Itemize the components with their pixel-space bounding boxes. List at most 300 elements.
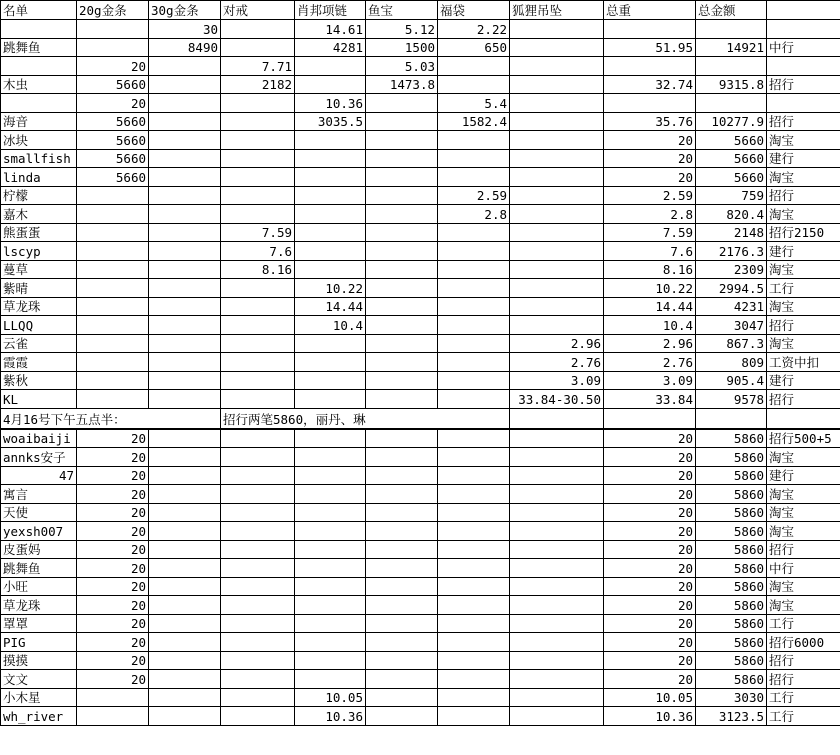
- value-cell[interactable]: [438, 429, 510, 448]
- value-cell[interactable]: 20: [77, 57, 149, 76]
- name-cell[interactable]: 草龙珠: [1, 297, 77, 316]
- value-cell[interactable]: 7.6: [221, 242, 295, 261]
- value-cell[interactable]: [510, 260, 604, 279]
- value-cell[interactable]: 5660: [77, 168, 149, 187]
- value-cell[interactable]: [221, 316, 295, 335]
- value-cell[interactable]: [149, 260, 221, 279]
- value-cell[interactable]: [221, 503, 295, 522]
- value-cell[interactable]: [149, 670, 221, 689]
- value-cell[interactable]: [149, 205, 221, 224]
- value-cell[interactable]: [149, 353, 221, 372]
- value-cell[interactable]: 5660: [77, 131, 149, 150]
- value-cell[interactable]: 5660: [696, 131, 767, 150]
- value-cell[interactable]: [510, 57, 604, 76]
- value-cell[interactable]: [366, 466, 438, 485]
- name-cell[interactable]: 海音: [1, 112, 77, 131]
- value-cell[interactable]: [510, 596, 604, 615]
- value-cell[interactable]: 820.4: [696, 205, 767, 224]
- value-cell[interactable]: 2176.3: [696, 242, 767, 261]
- value-cell[interactable]: 759: [696, 186, 767, 205]
- value-cell[interactable]: [221, 633, 295, 652]
- value-cell[interactable]: [221, 20, 295, 39]
- payment-cell[interactable]: 淘宝: [767, 485, 840, 504]
- value-cell[interactable]: [438, 168, 510, 187]
- payment-cell[interactable]: [767, 57, 840, 76]
- value-cell[interactable]: [696, 94, 767, 113]
- value-cell[interactable]: [295, 334, 366, 353]
- value-cell[interactable]: 20: [604, 540, 696, 559]
- value-cell[interactable]: [295, 429, 366, 448]
- value-cell[interactable]: [221, 112, 295, 131]
- value-cell[interactable]: 7.71: [221, 57, 295, 76]
- name-cell[interactable]: 罩罩: [1, 614, 77, 633]
- value-cell[interactable]: [510, 577, 604, 596]
- value-cell[interactable]: [438, 131, 510, 150]
- value-cell[interactable]: [438, 75, 510, 94]
- value-cell[interactable]: 5660: [77, 149, 149, 168]
- name-cell[interactable]: PIG: [1, 633, 77, 652]
- value-cell[interactable]: 5860: [696, 503, 767, 522]
- value-cell[interactable]: [149, 577, 221, 596]
- value-cell[interactable]: [295, 670, 366, 689]
- value-cell[interactable]: 20: [604, 429, 696, 448]
- payment-cell[interactable]: 招行2150: [767, 223, 840, 242]
- value-cell[interactable]: [696, 408, 767, 429]
- value-cell[interactable]: 2.8: [438, 205, 510, 224]
- value-cell[interactable]: 14921: [696, 38, 767, 57]
- value-cell[interactable]: [295, 596, 366, 615]
- value-cell[interactable]: [295, 485, 366, 504]
- value-cell[interactable]: [149, 596, 221, 615]
- value-cell[interactable]: [149, 168, 221, 187]
- value-cell[interactable]: [510, 297, 604, 316]
- value-cell[interactable]: [438, 371, 510, 390]
- payment-cell[interactable]: 招行500+5: [767, 429, 840, 448]
- value-cell[interactable]: [295, 614, 366, 633]
- value-cell[interactable]: 20: [604, 503, 696, 522]
- value-cell[interactable]: [366, 688, 438, 707]
- payment-cell[interactable]: 淘宝: [767, 577, 840, 596]
- value-cell[interactable]: [438, 57, 510, 76]
- value-cell[interactable]: 4281: [295, 38, 366, 57]
- value-cell[interactable]: 5.03: [366, 57, 438, 76]
- value-cell[interactable]: [221, 429, 295, 448]
- payment-cell[interactable]: 工行: [767, 614, 840, 633]
- name-cell[interactable]: lscyp: [1, 242, 77, 261]
- name-cell[interactable]: annks安子: [1, 448, 77, 467]
- value-cell[interactable]: [295, 353, 366, 372]
- value-cell[interactable]: 20: [77, 485, 149, 504]
- value-cell[interactable]: [149, 297, 221, 316]
- value-cell[interactable]: [604, 94, 696, 113]
- value-cell[interactable]: [510, 540, 604, 559]
- name-cell[interactable]: 紫秋: [1, 371, 77, 390]
- value-cell[interactable]: [438, 651, 510, 670]
- payment-cell[interactable]: 淘宝: [767, 522, 840, 541]
- value-cell[interactable]: 10.36: [604, 707, 696, 726]
- value-cell[interactable]: [221, 522, 295, 541]
- value-cell[interactable]: [510, 429, 604, 448]
- value-cell[interactable]: [149, 223, 221, 242]
- value-cell[interactable]: 5860: [696, 429, 767, 448]
- value-cell[interactable]: [366, 168, 438, 187]
- header-cell[interactable]: 20g金条: [77, 1, 149, 20]
- value-cell[interactable]: [366, 353, 438, 372]
- value-cell[interactable]: [295, 390, 366, 409]
- value-cell[interactable]: [510, 149, 604, 168]
- value-cell[interactable]: [149, 614, 221, 633]
- value-cell[interactable]: 4231: [696, 297, 767, 316]
- payment-cell[interactable]: 淘宝: [767, 260, 840, 279]
- value-cell[interactable]: [366, 559, 438, 578]
- payment-cell[interactable]: 淘宝: [767, 297, 840, 316]
- value-cell[interactable]: [366, 707, 438, 726]
- payment-cell[interactable]: 工行: [767, 707, 840, 726]
- name-cell[interactable]: 文文: [1, 670, 77, 689]
- value-cell[interactable]: [295, 186, 366, 205]
- name-cell[interactable]: 47: [1, 466, 77, 485]
- value-cell[interactable]: [438, 596, 510, 615]
- value-cell[interactable]: [77, 205, 149, 224]
- value-cell[interactable]: [366, 316, 438, 335]
- value-cell[interactable]: [295, 448, 366, 467]
- payment-cell[interactable]: 工资中扣: [767, 353, 840, 372]
- value-cell[interactable]: [366, 242, 438, 261]
- name-cell[interactable]: wh_river: [1, 707, 77, 726]
- value-cell[interactable]: [510, 223, 604, 242]
- value-cell[interactable]: 20: [77, 633, 149, 652]
- value-cell[interactable]: [366, 485, 438, 504]
- header-cell[interactable]: 对戒: [221, 1, 295, 20]
- value-cell[interactable]: 3035.5: [295, 112, 366, 131]
- value-cell[interactable]: [438, 503, 510, 522]
- value-cell[interactable]: [149, 485, 221, 504]
- value-cell[interactable]: [221, 94, 295, 113]
- value-cell[interactable]: 5660: [696, 149, 767, 168]
- value-cell[interactable]: [767, 408, 840, 429]
- header-cell[interactable]: 总重: [604, 1, 696, 20]
- value-cell[interactable]: 905.4: [696, 371, 767, 390]
- value-cell[interactable]: [366, 223, 438, 242]
- value-cell[interactable]: 14.44: [295, 297, 366, 316]
- value-cell[interactable]: [366, 149, 438, 168]
- value-cell[interactable]: 5860: [696, 522, 767, 541]
- payment-cell[interactable]: [767, 20, 840, 39]
- value-cell[interactable]: 3.09: [510, 371, 604, 390]
- value-cell[interactable]: 2994.5: [696, 279, 767, 298]
- value-cell[interactable]: 2182: [221, 75, 295, 94]
- value-cell[interactable]: [510, 522, 604, 541]
- payment-cell[interactable]: [767, 94, 840, 113]
- payment-cell[interactable]: 淘宝: [767, 503, 840, 522]
- value-cell[interactable]: [510, 131, 604, 150]
- value-cell[interactable]: [149, 390, 221, 409]
- value-cell[interactable]: [295, 559, 366, 578]
- value-cell[interactable]: [438, 670, 510, 689]
- value-cell[interactable]: [221, 559, 295, 578]
- payment-cell[interactable]: 淘宝: [767, 168, 840, 187]
- value-cell[interactable]: [149, 633, 221, 652]
- value-cell[interactable]: [438, 559, 510, 578]
- value-cell[interactable]: [221, 614, 295, 633]
- value-cell[interactable]: 2309: [696, 260, 767, 279]
- value-cell[interactable]: [77, 353, 149, 372]
- name-cell[interactable]: 皮蛋妈: [1, 540, 77, 559]
- value-cell[interactable]: 20: [604, 633, 696, 652]
- value-cell[interactable]: 20: [604, 651, 696, 670]
- name-cell[interactable]: linda: [1, 168, 77, 187]
- value-cell[interactable]: [510, 75, 604, 94]
- value-cell[interactable]: 3047: [696, 316, 767, 335]
- value-cell[interactable]: 2148: [696, 223, 767, 242]
- value-cell[interactable]: [77, 242, 149, 261]
- payment-cell[interactable]: 招行: [767, 390, 840, 409]
- value-cell[interactable]: [77, 20, 149, 39]
- value-cell[interactable]: [438, 334, 510, 353]
- value-cell[interactable]: [221, 186, 295, 205]
- value-cell[interactable]: [510, 408, 604, 429]
- value-cell[interactable]: 5860: [696, 466, 767, 485]
- header-cell[interactable]: [767, 1, 840, 20]
- payment-cell[interactable]: 建行: [767, 371, 840, 390]
- value-cell[interactable]: [366, 596, 438, 615]
- value-cell[interactable]: [366, 205, 438, 224]
- header-cell[interactable]: 肖邦项链: [295, 1, 366, 20]
- value-cell[interactable]: 7.59: [221, 223, 295, 242]
- value-cell[interactable]: [295, 149, 366, 168]
- value-cell[interactable]: [149, 316, 221, 335]
- value-cell[interactable]: 3.09: [604, 371, 696, 390]
- value-cell[interactable]: [295, 242, 366, 261]
- value-cell[interactable]: 20: [77, 503, 149, 522]
- value-cell[interactable]: [696, 57, 767, 76]
- value-cell[interactable]: [438, 260, 510, 279]
- value-cell[interactable]: [438, 577, 510, 596]
- value-cell[interactable]: [77, 688, 149, 707]
- value-cell[interactable]: [221, 466, 295, 485]
- value-cell[interactable]: [149, 112, 221, 131]
- value-cell[interactable]: 5860: [696, 448, 767, 467]
- value-cell[interactable]: [438, 466, 510, 485]
- value-cell[interactable]: 5860: [696, 559, 767, 578]
- value-cell[interactable]: [604, 57, 696, 76]
- value-cell[interactable]: [149, 466, 221, 485]
- value-cell[interactable]: 51.95: [604, 38, 696, 57]
- value-cell[interactable]: [366, 279, 438, 298]
- value-cell[interactable]: 14.61: [295, 20, 366, 39]
- value-cell[interactable]: 2.59: [604, 186, 696, 205]
- value-cell[interactable]: [221, 651, 295, 670]
- value-cell[interactable]: [366, 131, 438, 150]
- value-cell[interactable]: 20: [77, 94, 149, 113]
- value-cell[interactable]: [366, 390, 438, 409]
- value-cell[interactable]: 20: [77, 651, 149, 670]
- value-cell[interactable]: 10277.9: [696, 112, 767, 131]
- value-cell[interactable]: [295, 633, 366, 652]
- value-cell[interactable]: [149, 540, 221, 559]
- value-cell[interactable]: [438, 633, 510, 652]
- name-cell[interactable]: 天使: [1, 503, 77, 522]
- value-cell[interactable]: 1582.4: [438, 112, 510, 131]
- header-cell[interactable]: 30g金条: [149, 1, 221, 20]
- value-cell[interactable]: [295, 466, 366, 485]
- value-cell[interactable]: [295, 75, 366, 94]
- value-cell[interactable]: 32.74: [604, 75, 696, 94]
- value-cell[interactable]: [438, 223, 510, 242]
- header-cell[interactable]: 名单: [1, 1, 77, 20]
- payment-cell[interactable]: 中行: [767, 38, 840, 57]
- value-cell[interactable]: [77, 186, 149, 205]
- value-cell[interactable]: [366, 94, 438, 113]
- value-cell[interactable]: 20: [77, 596, 149, 615]
- value-cell[interactable]: [510, 559, 604, 578]
- value-cell[interactable]: [77, 371, 149, 390]
- value-cell[interactable]: 20: [77, 429, 149, 448]
- value-cell[interactable]: [149, 57, 221, 76]
- value-cell[interactable]: [438, 448, 510, 467]
- value-cell[interactable]: [510, 614, 604, 633]
- name-cell[interactable]: 小木星: [1, 688, 77, 707]
- value-cell[interactable]: [438, 485, 510, 504]
- value-cell[interactable]: [510, 466, 604, 485]
- value-cell[interactable]: 2.76: [604, 353, 696, 372]
- value-cell[interactable]: [77, 38, 149, 57]
- value-cell[interactable]: [510, 503, 604, 522]
- value-cell[interactable]: [295, 168, 366, 187]
- value-cell[interactable]: 20: [77, 670, 149, 689]
- value-cell[interactable]: [438, 688, 510, 707]
- value-cell[interactable]: 809: [696, 353, 767, 372]
- value-cell[interactable]: 35.76: [604, 112, 696, 131]
- value-cell[interactable]: [366, 371, 438, 390]
- payment-cell[interactable]: 淘宝: [767, 205, 840, 224]
- name-cell[interactable]: 冰块: [1, 131, 77, 150]
- value-cell[interactable]: [438, 297, 510, 316]
- value-cell[interactable]: 20: [604, 485, 696, 504]
- value-cell[interactable]: [221, 297, 295, 316]
- payment-cell[interactable]: 淘宝: [767, 596, 840, 615]
- note-date[interactable]: 4月16号下午五点半：: [1, 408, 221, 429]
- name-cell[interactable]: 寓言: [1, 485, 77, 504]
- value-cell[interactable]: 20: [604, 448, 696, 467]
- value-cell[interactable]: 20: [604, 614, 696, 633]
- value-cell[interactable]: 5860: [696, 577, 767, 596]
- value-cell[interactable]: 20: [604, 577, 696, 596]
- payment-cell[interactable]: 工行: [767, 688, 840, 707]
- name-cell[interactable]: 木虫: [1, 75, 77, 94]
- name-cell[interactable]: 嘉木: [1, 205, 77, 224]
- value-cell[interactable]: 1473.8: [366, 75, 438, 94]
- value-cell[interactable]: 10.36: [295, 707, 366, 726]
- value-cell[interactable]: [149, 75, 221, 94]
- payment-cell[interactable]: 淘宝: [767, 448, 840, 467]
- value-cell[interactable]: [366, 186, 438, 205]
- value-cell[interactable]: [438, 353, 510, 372]
- value-cell[interactable]: 20: [604, 131, 696, 150]
- value-cell[interactable]: [366, 112, 438, 131]
- value-cell[interactable]: 5860: [696, 633, 767, 652]
- value-cell[interactable]: [221, 168, 295, 187]
- value-cell[interactable]: 33.84: [604, 390, 696, 409]
- value-cell[interactable]: [366, 260, 438, 279]
- value-cell[interactable]: [510, 20, 604, 39]
- value-cell[interactable]: [295, 540, 366, 559]
- value-cell[interactable]: 5860: [696, 485, 767, 504]
- value-cell[interactable]: 20: [77, 466, 149, 485]
- value-cell[interactable]: [696, 20, 767, 39]
- name-cell[interactable]: woaibaiji: [1, 429, 77, 448]
- value-cell[interactable]: [77, 297, 149, 316]
- value-cell[interactable]: 3030: [696, 688, 767, 707]
- value-cell[interactable]: [510, 670, 604, 689]
- name-cell[interactable]: 跳舞鱼: [1, 38, 77, 57]
- value-cell[interactable]: 10.22: [295, 279, 366, 298]
- value-cell[interactable]: 2.96: [510, 334, 604, 353]
- value-cell[interactable]: 30: [149, 20, 221, 39]
- value-cell[interactable]: 5.12: [366, 20, 438, 39]
- name-cell[interactable]: LLQQ: [1, 316, 77, 335]
- value-cell[interactable]: [77, 707, 149, 726]
- value-cell[interactable]: [149, 559, 221, 578]
- value-cell[interactable]: [221, 390, 295, 409]
- value-cell[interactable]: 650: [438, 38, 510, 57]
- value-cell[interactable]: [438, 390, 510, 409]
- payment-cell[interactable]: 工行: [767, 279, 840, 298]
- value-cell[interactable]: 20: [604, 559, 696, 578]
- value-cell[interactable]: [510, 94, 604, 113]
- value-cell[interactable]: 7.59: [604, 223, 696, 242]
- value-cell[interactable]: 2.22: [438, 20, 510, 39]
- value-cell[interactable]: [149, 651, 221, 670]
- value-cell[interactable]: [295, 503, 366, 522]
- value-cell[interactable]: [366, 633, 438, 652]
- value-cell[interactable]: [221, 596, 295, 615]
- value-cell[interactable]: 20: [77, 559, 149, 578]
- name-cell[interactable]: 摸摸: [1, 651, 77, 670]
- header-cell[interactable]: 总金额: [696, 1, 767, 20]
- value-cell[interactable]: 3123.5: [696, 707, 767, 726]
- value-cell[interactable]: [366, 577, 438, 596]
- name-cell[interactable]: 熊蛋蛋: [1, 223, 77, 242]
- value-cell[interactable]: 5660: [77, 75, 149, 94]
- name-cell[interactable]: smallfish: [1, 149, 77, 168]
- value-cell[interactable]: [366, 448, 438, 467]
- payment-cell[interactable]: 招行: [767, 75, 840, 94]
- value-cell[interactable]: [366, 670, 438, 689]
- value-cell[interactable]: [366, 540, 438, 559]
- value-cell[interactable]: [295, 131, 366, 150]
- value-cell[interactable]: [221, 577, 295, 596]
- name-cell[interactable]: 蔓草: [1, 260, 77, 279]
- payment-cell[interactable]: 招行: [767, 316, 840, 335]
- value-cell[interactable]: [438, 522, 510, 541]
- value-cell[interactable]: 20: [604, 670, 696, 689]
- name-cell[interactable]: 草龙珠: [1, 596, 77, 615]
- value-cell[interactable]: [149, 429, 221, 448]
- name-cell[interactable]: yexsh007: [1, 522, 77, 541]
- value-cell[interactable]: 5860: [696, 651, 767, 670]
- value-cell[interactable]: [295, 260, 366, 279]
- value-cell[interactable]: [221, 540, 295, 559]
- value-cell[interactable]: 7.6: [604, 242, 696, 261]
- value-cell[interactable]: [366, 522, 438, 541]
- value-cell[interactable]: 5.4: [438, 94, 510, 113]
- payment-cell[interactable]: 招行: [767, 651, 840, 670]
- header-cell[interactable]: 狐狸吊坠: [510, 1, 604, 20]
- value-cell[interactable]: [77, 260, 149, 279]
- value-cell[interactable]: [295, 205, 366, 224]
- value-cell[interactable]: [510, 651, 604, 670]
